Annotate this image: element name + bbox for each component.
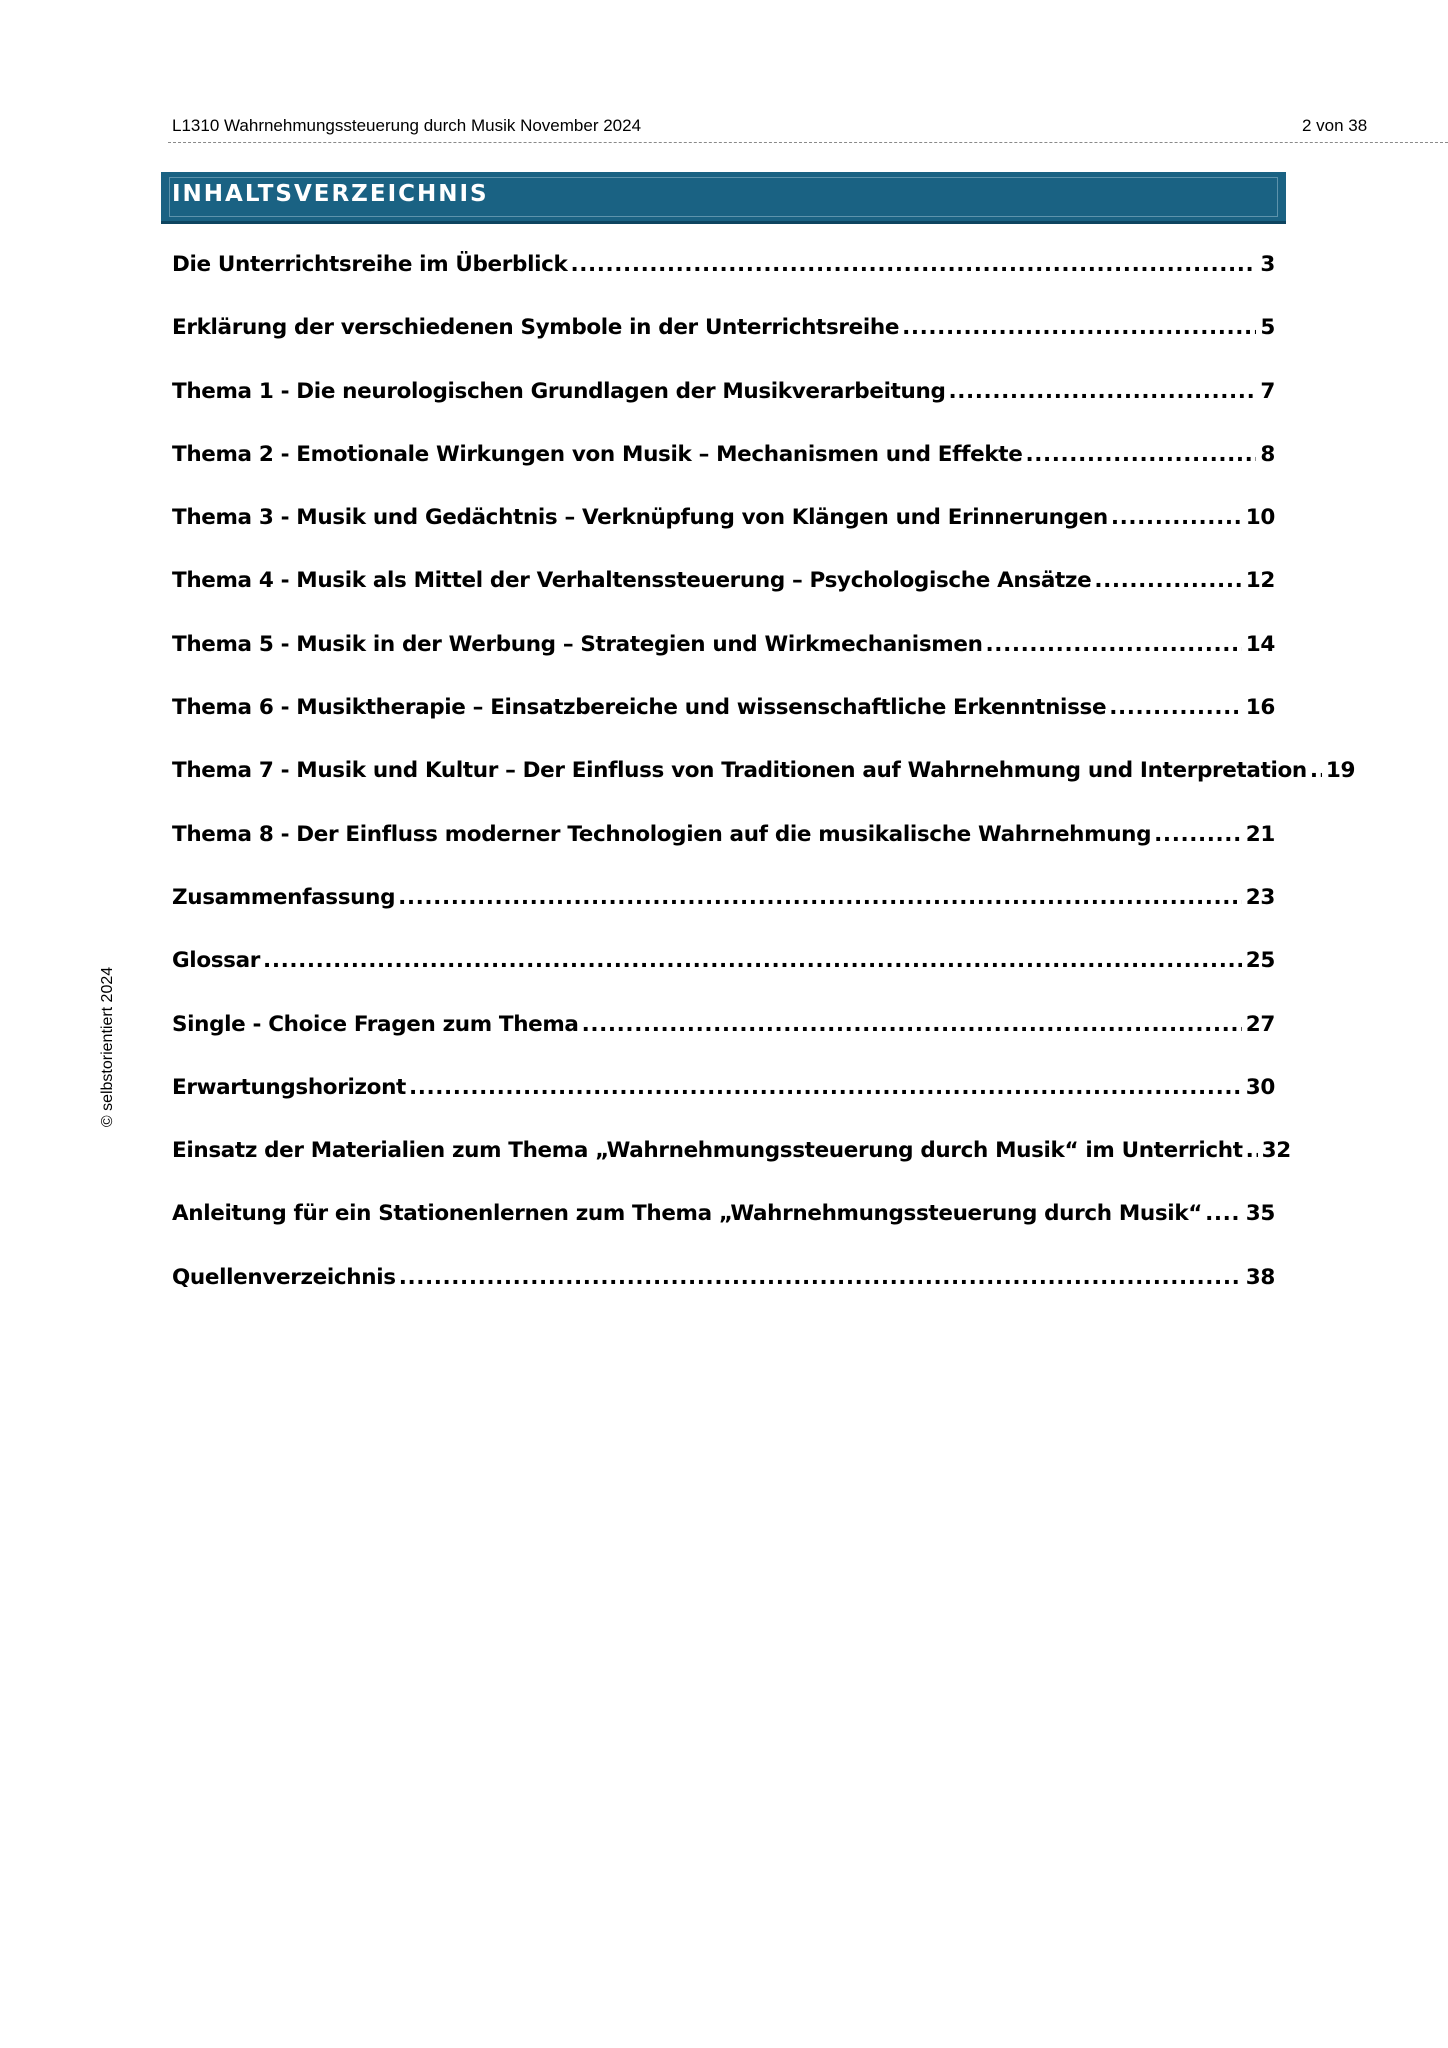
toc-entry-page: 32 <box>1261 1138 1291 1164</box>
page-header <box>168 112 1448 143</box>
dot-leader <box>570 252 1256 277</box>
toc-entry-page: 25 <box>1245 948 1275 974</box>
toc-entry[interactable] <box>172 379 1275 442</box>
dot-leader <box>1154 822 1242 847</box>
toc-entry-page: 3 <box>1260 252 1275 277</box>
toc-entry-title: Erklärung der verschiedenen Symbole in der Unterrichtsreihe <box>172 315 900 341</box>
toc-heading-banner <box>161 172 1286 224</box>
toc-entry-title: Thema 8 - Der Einfluss moderner Technologien auf die musikalische Wahrnehmung <box>172 821 1152 847</box>
toc-entry-title: Glossar <box>172 948 261 974</box>
toc-entry[interactable] <box>172 948 1275 1011</box>
dot-leader <box>986 632 1242 657</box>
toc-entry-page: 38 <box>1245 1264 1275 1290</box>
toc-entry[interactable] <box>172 1201 1275 1264</box>
dot-leader <box>902 315 1256 340</box>
dot-leader <box>409 1075 1242 1100</box>
toc-entry-page: 10 <box>1245 505 1275 531</box>
toc-entry-page: 21 <box>1245 821 1275 847</box>
toc-entry[interactable] <box>172 315 1275 378</box>
toc-entry[interactable] <box>172 632 1275 695</box>
dot-leader <box>1205 1201 1242 1226</box>
toc-entry-title: Thema 5 - Musik in der Werbung – Strategien und Wirkmechanismen <box>172 631 983 657</box>
dot-leader <box>1111 505 1242 530</box>
toc-entry-title: Anleitung für ein Stationenlernen zum Thema „Wahrnehmungssteuerung durch Musik“ <box>172 1201 1203 1227</box>
dot-leader <box>1310 758 1322 783</box>
toc-entry-page: 5 <box>1260 315 1275 341</box>
toc-entry-page: 14 <box>1245 631 1275 657</box>
dot-leader <box>263 948 1242 973</box>
toc-entry[interactable] <box>172 568 1275 631</box>
toc-entry-title: Quellenverzeichnis <box>172 1264 396 1290</box>
toc-entry[interactable] <box>172 1012 1275 1075</box>
toc-entry[interactable] <box>172 505 1275 568</box>
toc-heading: INHALTSVERZEICHNIS <box>172 181 489 207</box>
toc-entry-title: Thema 6 - Musiktherapie – Einsatzbereiche und wissenschaftliche Erkenntnisse <box>172 695 1107 721</box>
toc-entry[interactable] <box>172 442 1275 505</box>
toc-entry-page: 7 <box>1260 378 1275 404</box>
dot-leader <box>398 885 1242 910</box>
dot-leader <box>582 1012 1242 1037</box>
table-of-contents <box>172 252 1356 1328</box>
toc-entry-title: Thema 2 - Emotionale Wirkungen von Musik – Mechanismen und Effekte <box>172 441 1023 467</box>
copyright-note: © selbstorientiert 2024 <box>99 966 116 1128</box>
document-title: L1310 Wahrnehmungssteuerung durch Musik November 2024 <box>172 116 642 135</box>
toc-entry-title: Thema 1 - Die neurologischen Grundlagen der Musikverarbeitung <box>172 378 946 404</box>
toc-entry[interactable] <box>172 1075 1275 1138</box>
toc-entry-page: 27 <box>1245 1011 1275 1037</box>
toc-entry-title: Thema 3 - Musik und Gedächtnis – Verknüpfung von Klängen und Erinnerungen <box>172 505 1108 531</box>
toc-entry-title: Zusammenfassung <box>172 884 396 910</box>
dot-leader <box>399 1265 1242 1290</box>
toc-entry-page: 35 <box>1245 1201 1275 1227</box>
dot-leader <box>948 379 1256 404</box>
dot-leader <box>1109 695 1242 720</box>
toc-entry-title: Einsatz der Materialien zum Thema „Wahrnehmungssteuerung durch Musik“ im Unterricht <box>172 1138 1243 1164</box>
toc-entry[interactable] <box>172 885 1275 948</box>
toc-entry-title: Thema 7 - Musik und Kultur – Der Einfluss von Traditionen auf Wahrnehmung und Interpretation <box>172 758 1307 784</box>
toc-entry-page: 16 <box>1245 695 1275 721</box>
toc-entry-page: 30 <box>1245 1074 1275 1100</box>
dot-leader <box>1246 1138 1258 1163</box>
toc-entry-page: 8 <box>1260 441 1275 467</box>
toc-entry[interactable] <box>172 1265 1275 1328</box>
toc-entry-title: Thema 4 - Musik als Mittel der Verhaltenssteuerung – Psychologische Ansätze <box>172 568 1092 594</box>
toc-entry[interactable] <box>172 758 1356 821</box>
toc-entry-title: Die Unterrichtsreihe im Überblick <box>172 252 568 277</box>
toc-entry-page: 12 <box>1245 568 1275 594</box>
toc-entry-title: Single - Choice Fragen zum Thema <box>172 1011 579 1037</box>
page-number: 2 von 38 <box>1302 116 1368 135</box>
dot-leader <box>1025 442 1256 467</box>
toc-entry-page: 19 <box>1325 758 1356 784</box>
toc-entry[interactable] <box>172 252 1275 315</box>
toc-entry-title: Erwartungshorizont <box>172 1074 406 1100</box>
toc-entry-page: 23 <box>1245 884 1275 910</box>
toc-entry[interactable] <box>172 822 1275 885</box>
dot-leader <box>1094 568 1241 593</box>
toc-entry[interactable] <box>172 695 1275 758</box>
toc-entry[interactable] <box>172 1138 1291 1201</box>
